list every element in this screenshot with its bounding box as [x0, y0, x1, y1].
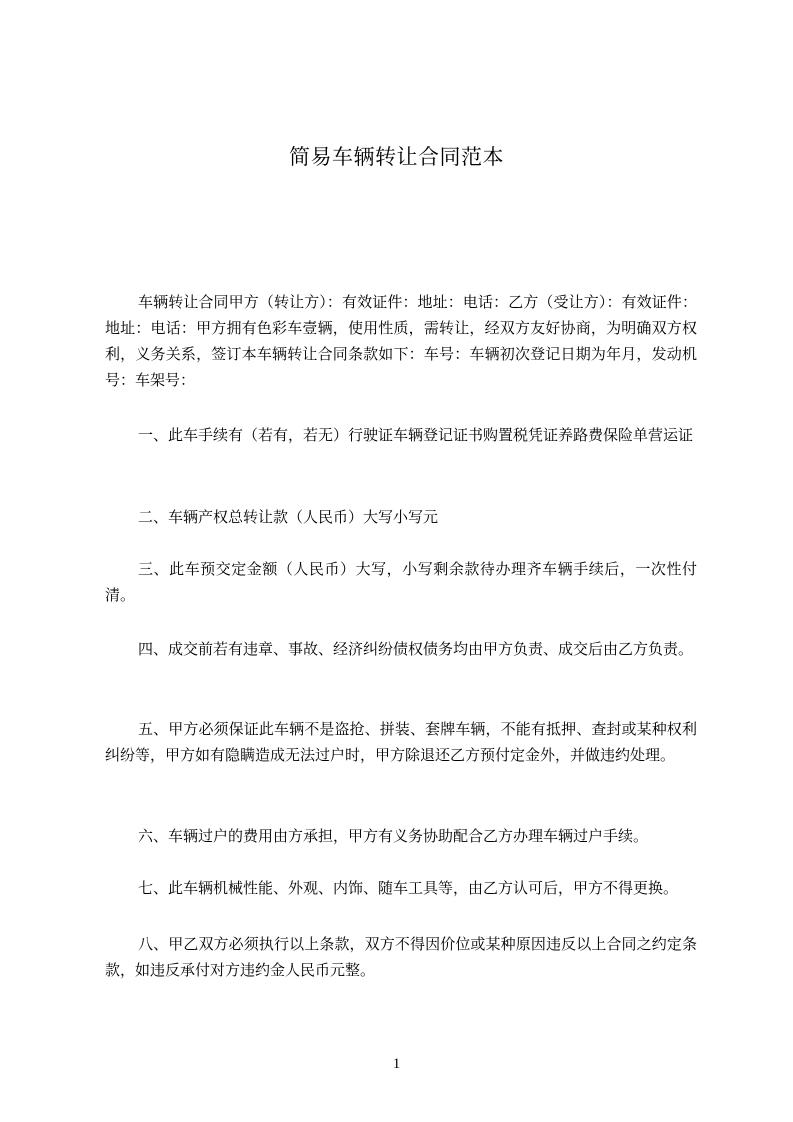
clause-2: 二、车辆产权总转让款（人民币）大写小写元: [138, 508, 439, 526]
clause-4: 四、成交前若有违章、事故、经济纠纷债权债务均由甲方负责、成交后由乙方负责。: [138, 640, 694, 658]
page-number: 1: [392, 1056, 401, 1072]
clause-8: 八、甲乙双方必须执行以上条款，双方不得因价位或某种原因违反以上合同之约定条款，如违反承付对方违约金人民币元整。: [105, 935, 697, 979]
clause-3: 三、此车预交定金额（人民币）大写，小写剩余款待办理齐车辆手续后，一次性付清。: [105, 560, 697, 604]
intro-paragraph: 车辆转让合同甲方（转让方）：有效证件：地址：电话：乙方（受让方）：有效证件：地址：电话：甲方拥有色彩车壹辆，使用性质，需转让，经双方友好协商，为明确双方权利，义务关系，签订本车辆转让合同条款如下：车号：车辆初次登记日期为年月，发动机号：车架号：: [105, 293, 697, 389]
clause-5: 五、甲方必须保证此车辆不是盗抢、拼装、套牌车辆，不能有抵押、查封或某种权利纠纷等，甲方如有隐瞒造成无法过户时，甲方除退还乙方预付定金外，并做违约处理。: [105, 720, 697, 764]
clause-7: 七、此车辆机械性能、外观、内饰、随车工具等，由乙方认可后，甲方不得更换。: [138, 879, 679, 897]
document-title: 简易车辆转让合同范本: [289, 145, 504, 169]
clause-6: 六、车辆过户的费用由方承担，甲方有义务协助配合乙方办理车辆过户手续。: [138, 827, 649, 845]
clause-1: 一、此车手续有（若有，若无）行驶证车辆登记证书购置税凭证养路费保险单营运证: [138, 426, 694, 444]
